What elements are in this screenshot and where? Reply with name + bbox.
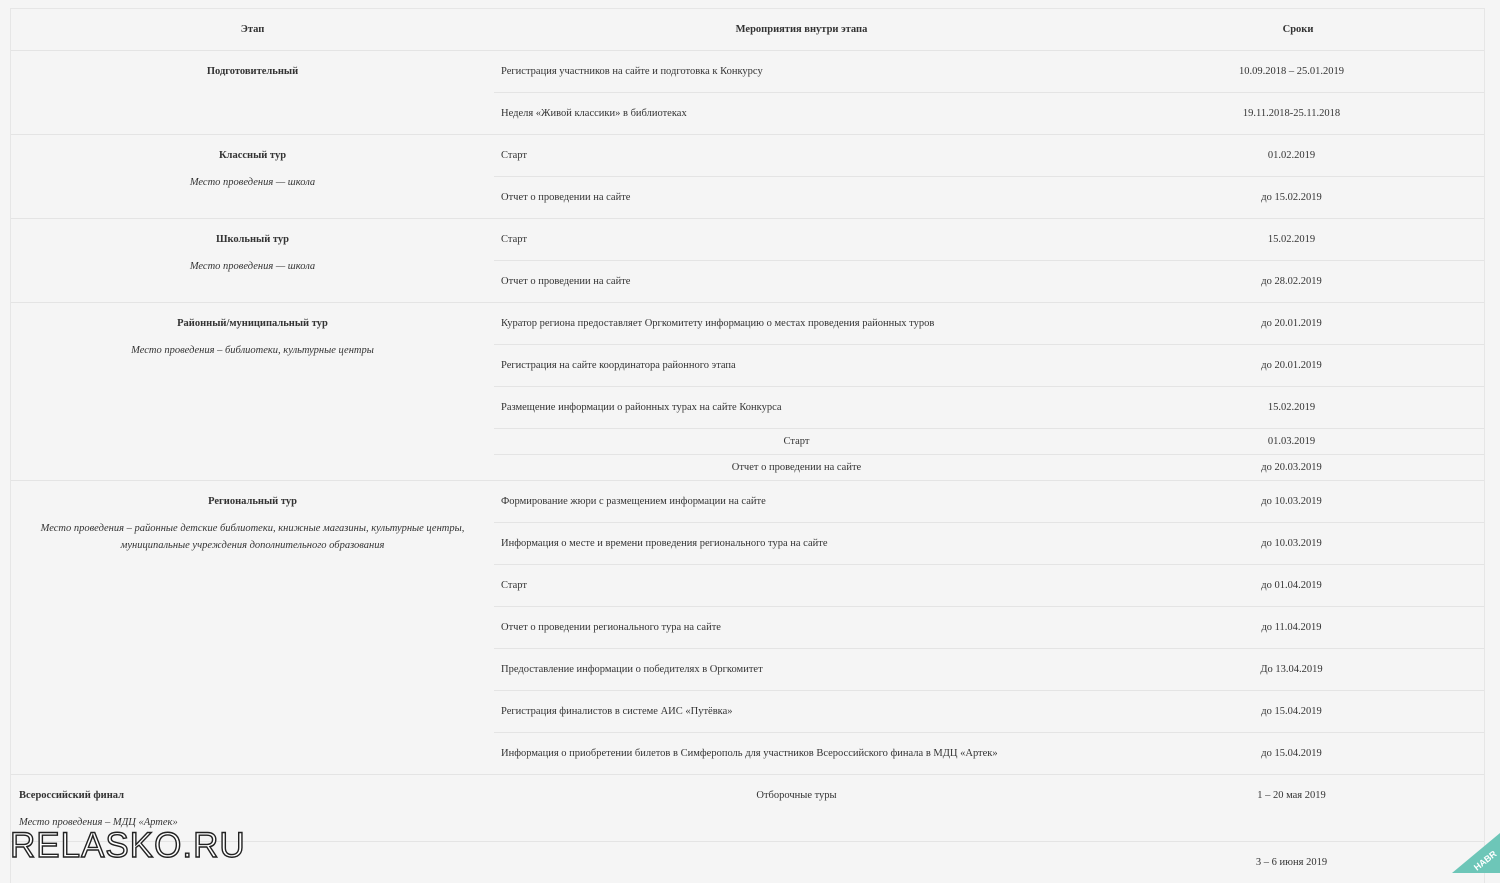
event-text: Регистрация участников на сайте и подготовка к Конкурсу	[501, 66, 763, 77]
event-date: 15.02.2019	[1267, 402, 1316, 413]
event-text: Отборочные туры	[756, 790, 837, 801]
header-dates: Сроки	[1282, 24, 1314, 35]
event-date: 01.03.2019	[1267, 436, 1316, 447]
table-row	[494, 387, 1484, 429]
stage-cell	[11, 51, 494, 134]
event-text: Старт	[501, 150, 527, 161]
stage-name: Районный/муниципальный тур	[177, 318, 328, 329]
stages-table	[10, 8, 1485, 883]
stage-preparatory	[11, 51, 1484, 135]
stage-events	[494, 303, 1484, 480]
event-text: Отчет о проведении на сайте	[501, 276, 631, 287]
stage-name: Классный тур	[218, 150, 287, 161]
table-row	[494, 219, 1484, 261]
table-row	[494, 565, 1484, 607]
stage-name: Всероссийский финал	[19, 790, 124, 801]
event-date: до 15.04.2019	[1261, 748, 1322, 759]
event-date: 1 – 20 мая 2019	[1257, 790, 1326, 801]
event-text: Старт	[783, 436, 810, 447]
stage-place: Место проведения – библиотеки, культурные центры	[131, 345, 374, 356]
event-date: до 01.04.2019	[1261, 580, 1322, 591]
table-row	[494, 135, 1484, 177]
stage-events	[494, 775, 1484, 841]
event-text: Предоставление информации о победителях в Оргкомитет	[501, 664, 763, 675]
event-text: Размещение информации о районных турах на сайте Конкурса	[501, 402, 782, 413]
event-date: 15.02.2019	[1267, 234, 1316, 245]
stage-name: Региональный тур	[208, 496, 297, 507]
event-date: До 13.04.2019	[1260, 664, 1323, 675]
event-date: до 28.02.2019	[1261, 276, 1322, 287]
event-text: Неделя «Живой классики» в библиотеках	[501, 108, 687, 119]
event-date: до 20.03.2019	[1261, 462, 1322, 473]
stage-name: Школьный тур	[215, 234, 290, 245]
table-row	[494, 303, 1484, 345]
event-text: Старт	[501, 234, 527, 245]
stage-place: Место проведения – районные детские библиотеки, книжные магазины, культурные центры, муниципальные учреждения дополнительного образования	[40, 523, 465, 551]
table-row	[494, 51, 1484, 93]
stage-cell	[11, 481, 494, 774]
event-text: Отчет о проведении на сайте	[501, 192, 631, 203]
table-row	[494, 649, 1484, 691]
stage-events	[494, 135, 1484, 218]
table-header	[11, 9, 1484, 51]
stage-school-round	[11, 219, 1484, 303]
table-row	[494, 261, 1484, 302]
corner-badge-label: HABR	[1471, 848, 1499, 873]
event-date: до 20.01.2019	[1261, 318, 1322, 329]
event-text: Регистрация финалистов в системе АИС «Путёвка»	[501, 706, 733, 717]
event-date: до 15.04.2019	[1261, 706, 1322, 717]
table-row	[494, 733, 1484, 774]
event-text: Информация о приобретении билетов в Симферополь для участников Всероссийского финала в МДЦ «Артек»	[501, 748, 998, 759]
table-row	[494, 607, 1484, 649]
event-text: Регистрация на сайте координатора районного этапа	[501, 360, 736, 371]
table-row	[494, 481, 1484, 523]
event-text: Информация о месте и времени проведения регионального тура на сайте	[501, 538, 828, 549]
event-date: до 10.03.2019	[1261, 538, 1322, 549]
stage-cell	[11, 219, 494, 302]
event-date: до 20.01.2019	[1261, 360, 1322, 371]
event-text: Старт	[501, 580, 527, 591]
stage-events	[494, 842, 1484, 883]
event-date: 01.02.2019	[1267, 150, 1316, 161]
stage-place: Место проведения — школа	[189, 261, 316, 272]
event-date: 10.09.2018 – 25.01.2019	[1239, 66, 1344, 77]
stage-cell	[11, 135, 494, 218]
header-events: Мероприятия внутри этапа	[735, 24, 868, 35]
event-date: до 10.03.2019	[1261, 496, 1322, 507]
stage-district-round	[11, 303, 1484, 481]
stage-events	[494, 51, 1484, 134]
stage-class-round	[11, 135, 1484, 219]
stage-regional-round	[11, 481, 1484, 775]
table-row	[494, 345, 1484, 387]
stage-cell	[11, 303, 494, 480]
event-date: 3 – 6 июня 2019	[1255, 857, 1328, 868]
stage-place: Место проведения — школа	[189, 177, 316, 188]
stage-place: Место проведения – МДЦ «Артек»	[19, 817, 178, 828]
table-row	[494, 455, 1484, 480]
event-text: Формирование жюри с размещением информации на сайте	[501, 496, 766, 507]
table-row	[494, 691, 1484, 733]
stage-name: Подготовительный	[206, 66, 299, 77]
event-date: 19.11.2018-25.11.2018	[1242, 108, 1341, 119]
table-row	[494, 93, 1484, 134]
table-row	[494, 429, 1484, 455]
table-row	[494, 775, 1484, 816]
table-row	[494, 523, 1484, 565]
stage-events	[494, 219, 1484, 302]
event-date: до 15.02.2019	[1261, 192, 1322, 203]
table-row	[494, 842, 1484, 883]
event-text: Куратор региона предоставляет Оргкомитету информацию о местах проведения районных туров	[501, 318, 935, 329]
event-text: Отчет о проведении регионального тура на сайте	[501, 622, 721, 633]
header-stage: Этап	[240, 24, 265, 35]
table-row	[494, 177, 1484, 218]
event-text	[494, 842, 1099, 883]
watermark-logo: RELASKO.RU	[10, 826, 246, 865]
event-text: Отчет о проведении на сайте	[731, 462, 862, 473]
event-date: до 11.04.2019	[1261, 622, 1322, 633]
stage-events	[494, 481, 1484, 774]
